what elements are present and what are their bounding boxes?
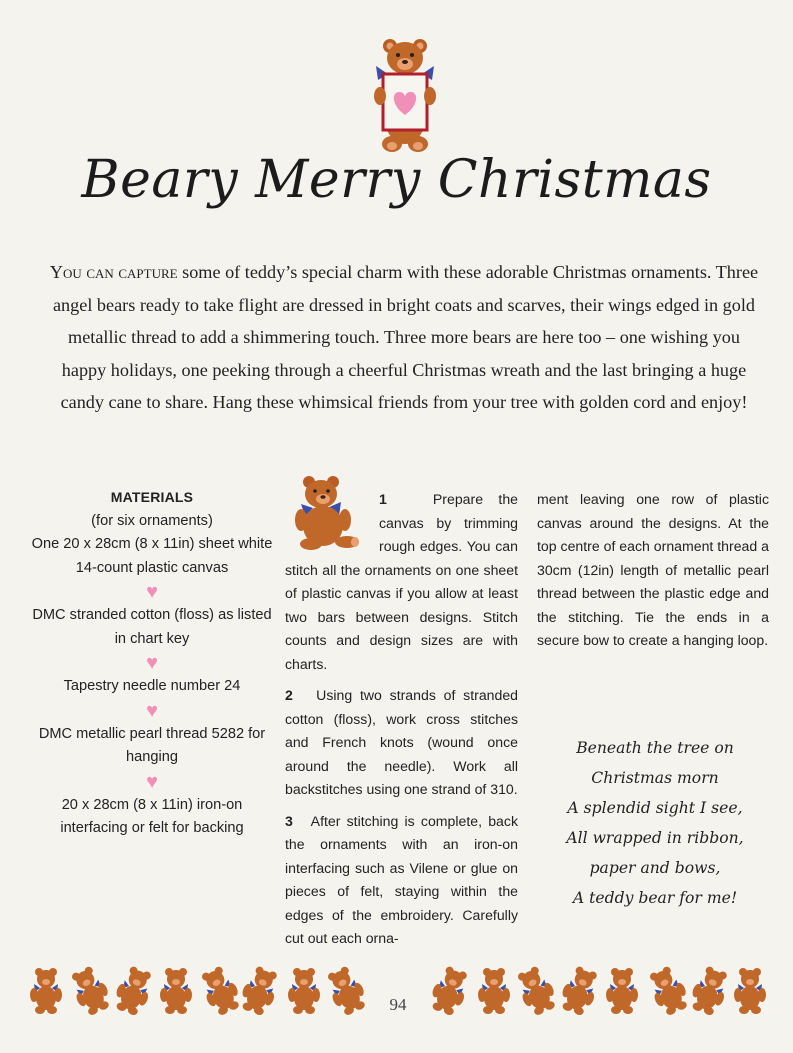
teddy-bear-icon: [322, 964, 370, 1016]
page-title: Beary Merry Christmas: [81, 150, 712, 210]
step-number: 3: [285, 812, 293, 829]
page-number: 94: [389, 995, 407, 1014]
heart-icon: ♥: [146, 581, 158, 603]
step-3: [285, 810, 518, 951]
teddy-bear-icon: [288, 968, 320, 1014]
materials-item: DMC metallic pearl thread 5282 for hanging: [38, 725, 266, 765]
teddy-bear-icon: [644, 964, 692, 1016]
heart-icon: ♥: [146, 699, 158, 722]
sitting-teddy-bear-icon: [281, 474, 379, 550]
instructions-column: [285, 488, 518, 959]
materials-item: One 20 x 28cm (8 x 11in) sheet white 14-count plastic canvas: [31, 536, 273, 576]
teddy-bear-icon: [30, 968, 62, 1014]
teddy-bear-icon: [111, 964, 157, 1016]
intro-paragraph: [46, 256, 762, 419]
materials-heading: MATERIALS: [110, 489, 194, 505]
teddy-bear-icon: [427, 964, 473, 1016]
step-3-continued: ment leaving one row of plastic canvas around the designs. At the top centre of each ornament thread a 30cm (12in) length of metallic pearl thread between the plastic edge and the stitching. Tie the ends in a secure bow to create a hanging loop.: [537, 491, 769, 648]
teddy-bear-icon: [512, 964, 560, 1016]
poem-line: A teddy bear for me!: [572, 889, 738, 907]
teddy-bear-icon: [160, 968, 192, 1014]
step-number: 2: [285, 687, 293, 703]
step-2: [285, 684, 518, 802]
intro-text: some of teddy’s special charm with these adorable Christmas ornaments. Three angel bears ready to take flight are dressed in bright coats and scarves, their wings edged in gold metallic thread to add a shimmering touch. Three more bears are here too – one wishing you happy holidays, one peeking through a cheerful Christmas wreath and the last bringing a huge candy cane to share. Hang these whimsical friends from your tree with golden cord and enjoy!: [52, 262, 759, 412]
teddy-bear-icon: [734, 968, 766, 1014]
heart-icon: ♥: [146, 652, 158, 674]
teddy-bear-icon: [687, 964, 733, 1016]
poem-line: A splendid sight I see,: [567, 799, 743, 817]
poem-line: Beneath the tree on: [576, 739, 734, 757]
step-text: Prepare the canvas by trimming rough edges. You can stitch all the ornaments on one sheet of plastic canvas if you allow at least two bars between designs. Stitch counts and design sizes are with charts.: [285, 491, 518, 672]
teddy-bear-heart-card-icon: [370, 36, 440, 154]
step-text: After stitching is complete, back the ornaments with an iron-on interfacing such as Vilene or glue on pieces of felt, staying within the edges of the embroidery. Carefully cut out each orna-: [285, 812, 518, 946]
teddy-bear-icon: [196, 964, 244, 1016]
teddy-bear-icon: [606, 968, 638, 1014]
poem: [540, 733, 770, 913]
poem-line: paper and bows,: [589, 859, 721, 877]
materials-list: [30, 486, 274, 841]
teddy-bear-icon: [478, 968, 510, 1014]
teddy-bear-icon: [237, 964, 283, 1016]
teddy-bear-icon: [66, 964, 114, 1016]
instructions-column-continued: [537, 488, 769, 653]
teddy-bear-icon: [557, 964, 603, 1016]
materials-item: 20 x 28cm (8 x 11in) iron-on interfacing or felt for backing: [60, 796, 244, 836]
step-text: Using two strands of stranded cotton (floss), work cross stitches and French knots (wound once around the needle). Work all backstitches using one strand of 310.: [285, 687, 519, 797]
materials-item: Tapestry needle number 24: [63, 678, 241, 694]
poem-line: Christmas morn: [591, 769, 719, 787]
intro-lead: You can capture: [49, 262, 178, 282]
materials-subheading: (for six ornaments): [91, 512, 213, 529]
step-number: 1: [379, 491, 387, 507]
poem-line: All wrapped in ribbon,: [566, 829, 744, 847]
heart-icon: ♥: [146, 770, 158, 793]
materials-item: DMC stranded cotton (floss) as listed in chart key: [32, 607, 272, 647]
